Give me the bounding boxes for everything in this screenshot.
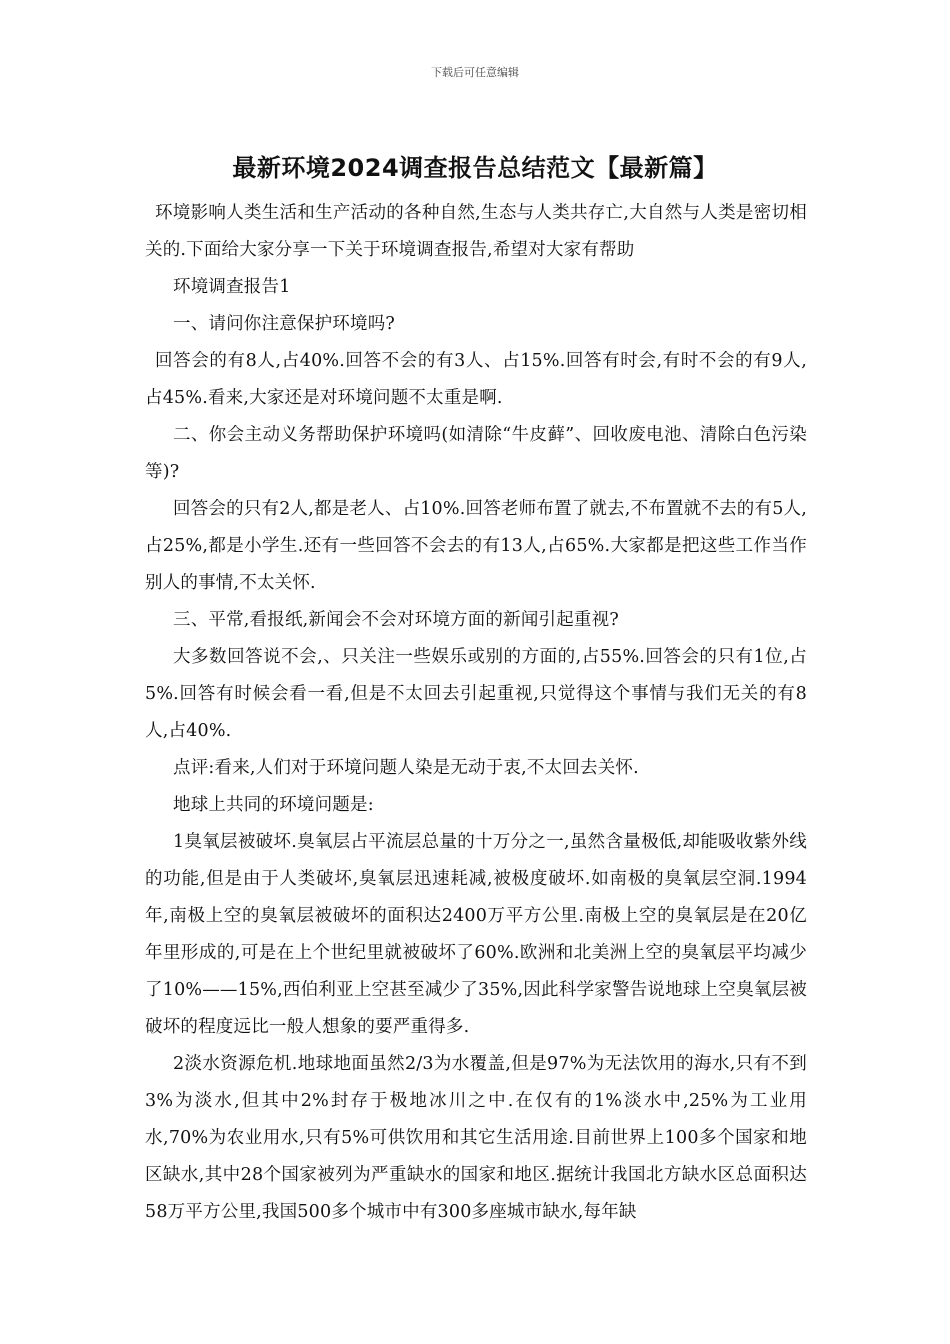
- common-problems-heading: 地球上共同的环境问题是:: [173, 795, 374, 815]
- answer-3: 大多数回答说不会,、只关注一些娱乐或别的方面的,占55%.回答会的只有1位,占5%.回答有时候会看一看,但是不太回去引起重视,只觉得这个事情与我们无关的有8人,占40%.: [145, 647, 807, 741]
- question-2: 二、你会主动义务帮助保护环境吗(如清除“牛皮藓”、回收废电池、清除白色污染等)?: [145, 425, 807, 482]
- report-subtitle: 环境调查报告1: [173, 277, 291, 297]
- document-body: [145, 195, 807, 1231]
- answer-2: 回答会的只有2人,都是老人、占10%.回答老师布置了就去,不布置就不去的有5人,占25%,都是小学生.还有一些回答不会去的有13人,占65%.大家都是把这些工作当作别人的事情,不太关怀.: [145, 499, 807, 593]
- intro-paragraph: 环境影响人类生活和生产活动的各种自然,生态与人类共存亡,大自然与人类是密切相关的.下面给大家分享一下关于环境调查报告,希望对大家有帮助: [145, 203, 807, 260]
- page-header-note: 下载后可任意编辑: [431, 66, 519, 79]
- document-title: 最新环境2024调查报告总结范文【最新篇】: [232, 154, 718, 182]
- answer-1: 回答会的有8人,占40%.回答不会的有3人、占15%.回答有时会,有时不会的有9人,占45%.看来,大家还是对环境问题不太重是啊.: [145, 351, 807, 408]
- question-3: 三、平常,看报纸,新闻会不会对环境方面的新闻引起重视?: [173, 610, 619, 630]
- comment-paragraph: 点评:看来,人们对于环境问题人染是无动于衷,不太回去关怀.: [173, 758, 639, 778]
- question-1: 一、请问你注意保护环境吗?: [173, 314, 395, 334]
- ozone-paragraph: 1臭氧层被破坏.臭氧层占平流层总量的十万分之一,虽然含量极低,却能吸收紫外线的功能,但是由于人类破坏,臭氧层迅速耗减,被极度破坏.如南极的臭氧层空洞.1994年,南极上空的臭氧层被破坏的面积达2400万平方公里.南极上空的臭氧层是在20亿年里形成的,可是在上个世纪里就被破坏了60%.欧洲和北美洲上空的臭氧层平均减少了10%——15%,西伯利亚上空甚至减少了35%,因此科学家警告说地球上空臭氧层被破坏的程度远比一般人想象的要严重得多.: [145, 832, 807, 1037]
- freshwater-paragraph: 2淡水资源危机.地球地面虽然2/3为水覆盖,但是97%为无法饮用的海水,只有不到3%为淡水,但其中2%封存于极地冰川之中.在仅有的1%淡水中,25%为工业用水,70%为农业用水,只有5%可供饮用和其它生活用途.目前世界上100多个国家和地区缺水,其中28个国家被列为严重缺水的国家和地区.据统计我国北方缺水区总面积达58万平方公里,我国500多个城市中有300多座城市缺水,每年缺: [145, 1054, 807, 1222]
